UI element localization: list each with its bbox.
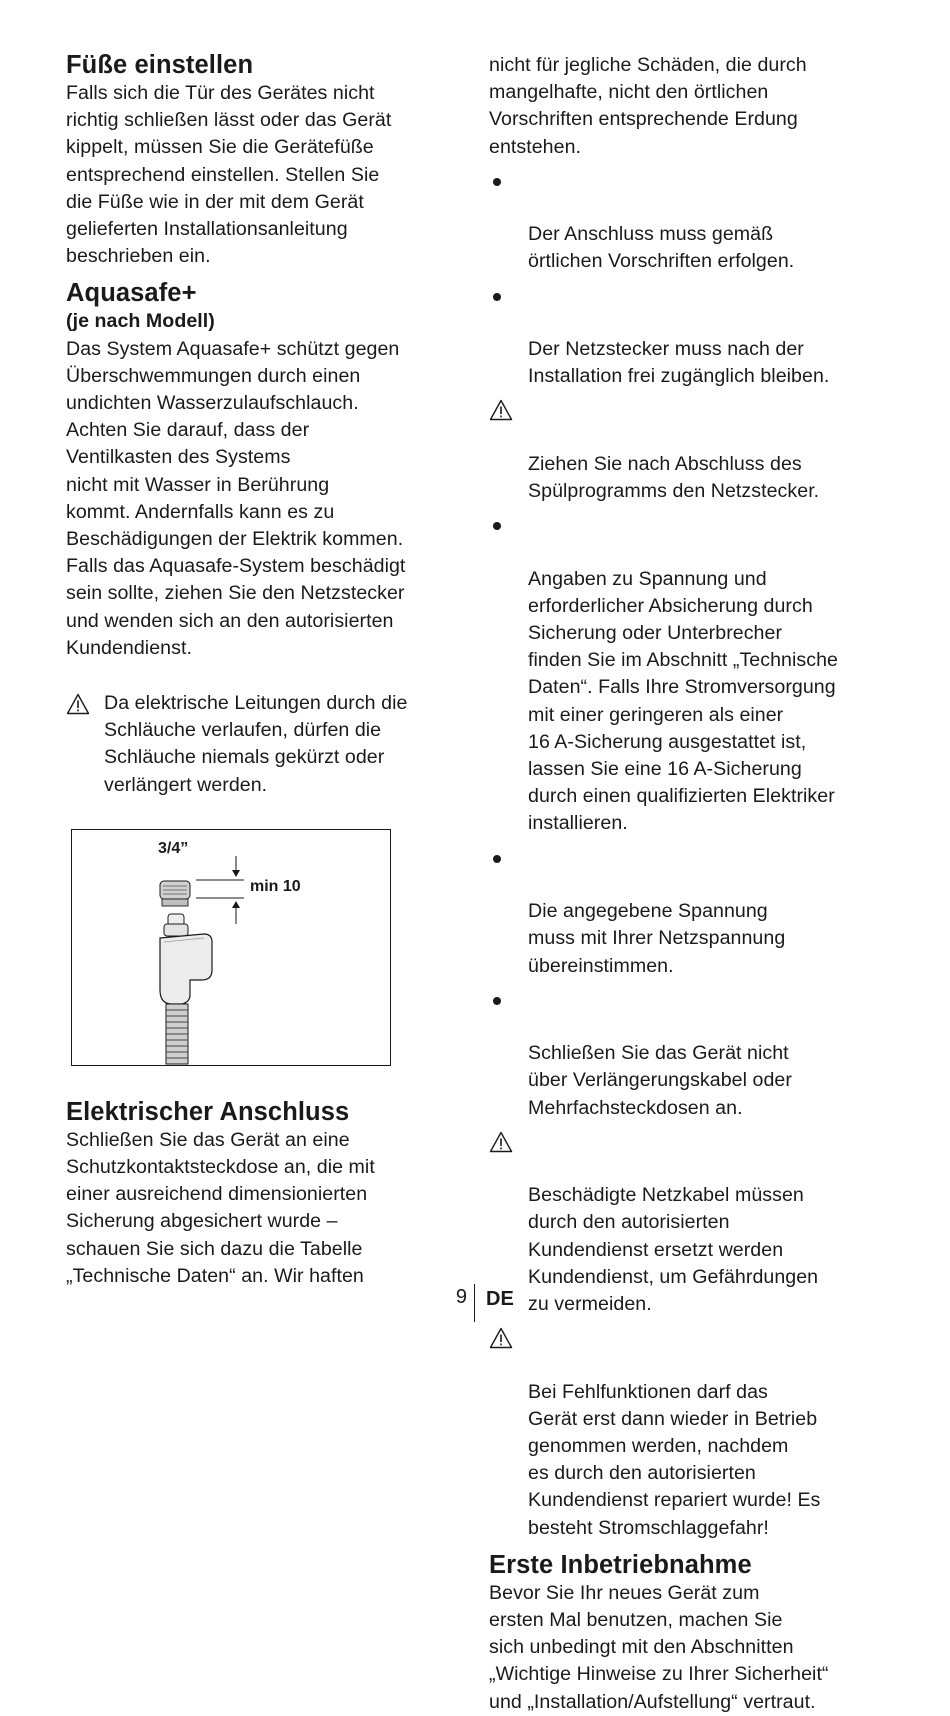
list-item-text: Bei Fehlfunktionen darf das Gerät erst dann wieder in Betrieb genommen werden, nachdem es durch den autorisierten Kundendienst repariert wurde! Es besteht Stromschlaggefahr! — [528, 1380, 821, 1539]
safety-list — [489, 167, 889, 1542]
section-heading-feet: Füße einstellen — [66, 51, 254, 79]
list-item-bullet — [489, 511, 889, 837]
list-item-text: Der Anschluss muss gemäß örtlichen Vorschriften erfolgen. — [528, 223, 795, 273]
aquasafe-hose-figure — [71, 829, 391, 1066]
section-body-electrical: Schließen Sie das Gerät an eine Schutzkontaktsteckdose an, die mit einer ausreichend dimensionierten Sicherung abgesichert wurde – schauen Sie sich dazu die Tabelle „Technische Daten“ an. Wir haften — [66, 1128, 375, 1287]
list-item-text: Beschädigte Netzkabel müssen durch den autorisierten Kundendienst ersetzt werden Kundendienst, um Gefährdungen zu vermeiden. — [528, 1184, 819, 1315]
list-item-bullet — [489, 167, 889, 276]
warning-text-hoses: Da elektrische Leitungen durch die Schläuche verlaufen, dürfen die Schläuche niemals gekürzt oder verlängert werden. — [104, 692, 408, 796]
section-body-aquasafe: Das System Aquasafe+ schützt gegen Überschwemmungen durch einen undichten Wasserzulaufschlauch. Achten Sie darauf, dass der Ventilkasten des Systems nicht mit Wasser in Berührung kommt. Andernfalls kann es zu Beschädigungen der Elektrik kommen. Falls das Aquasafe-System beschädigt sein sollte, ziehen Sie den Netzstecker und wenden sich an den autorisierten Kundendienst. — [66, 337, 406, 659]
language-code: DE — [486, 1288, 514, 1310]
warning-triangle-icon — [489, 1128, 515, 1155]
section-heading-first-use: Erste Inbetriebnahme — [489, 1550, 752, 1579]
list-item-bullet — [489, 986, 889, 1122]
bullet-icon — [489, 282, 515, 309]
footer-divider — [474, 1284, 475, 1322]
bullet-icon — [489, 844, 515, 871]
figure-label-thread: 3/4” — [158, 839, 189, 857]
list-item-warning — [489, 396, 889, 505]
section-electrical — [66, 1097, 466, 1290]
section-first-use — [489, 1550, 889, 1716]
list-item-text: Angaben zu Spannung und erforderlicher Absicherung durch Sicherung oder Unterbrecher finden Sie im Abschnitt „Technische Daten“. Falls Ihre Stromversorgung mit einer geringeren als einer 16 A-Sicherung ausgestattet ist, lassen Sie eine 16 A-Sicherung durch einen qualifizierten Elektriker installieren. — [528, 567, 838, 835]
bullet-icon — [489, 511, 515, 538]
left-column — [66, 50, 466, 1290]
list-item-text: Ziehen Sie nach Abschluss des Spülprogramms den Netzstecker. — [528, 452, 820, 503]
continued-paragraph: nicht für jegliche Schäden, die durch mangelhafte, nicht den örtlichen Vorschriften entsprechende Erdung entstehen. — [489, 54, 807, 158]
list-item-warning — [489, 1324, 889, 1542]
bullet-icon — [489, 167, 515, 194]
list-item-text: Der Netzstecker muss nach der Installation frei zugänglich bleiben. — [528, 338, 830, 388]
warning-triangle-icon — [66, 690, 92, 717]
section-subheading-aquasafe: (je nach Modell) — [66, 310, 215, 333]
figure-label-min: min 10 — [250, 877, 301, 895]
page-footer — [0, 1284, 950, 1314]
section-body-feet: Falls sich die Tür des Gerätes nicht richtig schließen lässt oder das Gerät kippelt, müssen Sie die Gerätefüße entsprechend einstellen. Stellen Sie die Füße wie in der mit dem Gerät gelieferten Installationsanleitung beschrieben ein. — [66, 82, 392, 268]
warning-triangle-icon — [489, 1324, 515, 1351]
warning-triangle-icon — [489, 396, 515, 423]
section-heading-aquasafe: Aquasafe+ — [66, 279, 197, 308]
right-column — [489, 52, 889, 1716]
list-item-text: Die angegebene Spannung muss mit Ihrer Netzspannung übereinstimmen. — [528, 900, 786, 977]
section-body-first-use: Bevor Sie Ihr neues Gerät zum ersten Mal benutzen, machen Sie sich unbedingt mit den Abschnitten „Wichtige Hinweise zu Ihrer Sicherheit“ und „Installation/Aufstellung“ vertraut. — [489, 1581, 829, 1713]
page-number: 9 — [455, 1286, 467, 1308]
list-item-text: Schließen Sie das Gerät nicht über Verlängerungskabel oder Mehrfachsteckdosen an. — [528, 1042, 792, 1119]
section-feet — [66, 50, 466, 270]
section-aquasafe — [66, 278, 466, 798]
bullet-icon — [489, 986, 515, 1013]
aquasafe-hose-drawing — [72, 830, 392, 1067]
list-item-bullet — [489, 282, 889, 391]
section-heading-electrical: Elektrischer Anschluss — [66, 1097, 350, 1126]
warning-note-hoses — [66, 690, 466, 799]
list-item-bullet — [489, 844, 889, 980]
